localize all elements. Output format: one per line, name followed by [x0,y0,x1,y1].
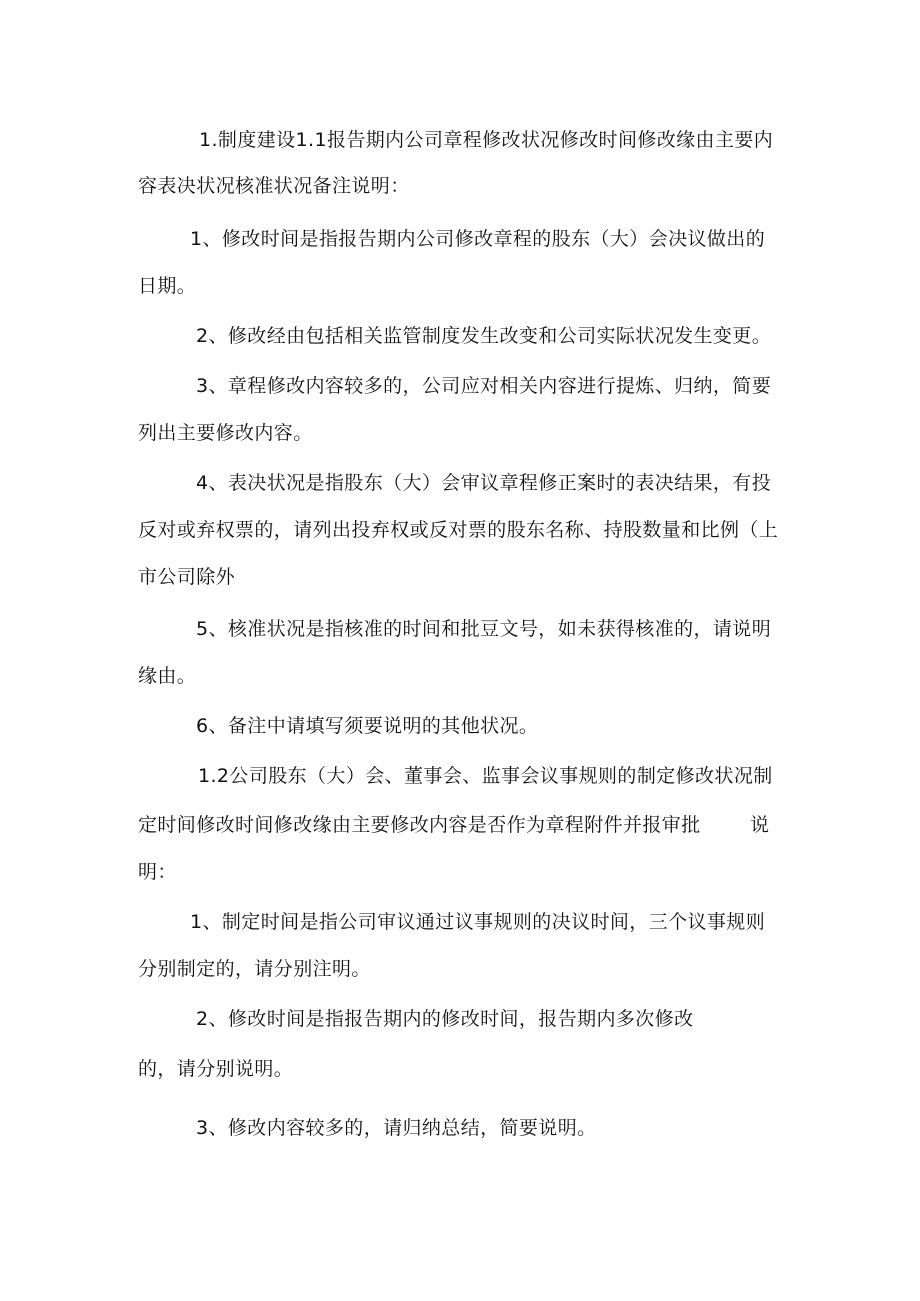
note-4-line1: 4、表决状况是指股东（大）会审议章程修正案时的表决结果，有投 [196,472,772,494]
section-1-2-heading-line1: 1.2公司股东（大）会、董事会、监事会议事规则的制定修改状况制 [198,765,773,787]
note-3-line1: 3、章程修改内容较多的，公司应对相关内容进行提炼、归纳，简要 [196,375,772,397]
note-1-line1: 1、修改时间是指报告期内公司修改章程的股东（大）会决议做出的 [190,228,766,250]
section-1-2-heading-line2-tail: 说 [750,814,770,836]
note-2-line1: 2、修改经由包括相关监管制度发生改变和公司实际状况发生变更。 [196,325,772,347]
section-1-1-heading-line1: 1.制度建设1.1报告期内公司章程修改状况修改时间修改缘由主要内 [199,129,774,151]
section-1-2-heading-line2: 定时间修改时间修改缘由主要修改内容是否作为章程附件并报审批 [138,814,701,836]
rules-note-3-line1: 3、修改内容较多的，请归纳总结，简要说明。 [196,1117,597,1139]
rules-note-2-line1: 2、修改时间是指报告期内的修改时间，报告期内多次修改 [196,1008,694,1030]
note-6-line1: 6、备注中请填写须要说明的其他状况。 [196,715,539,737]
section-1-1-heading-line2: 容表决状况核准状况备注说明： [138,175,410,197]
section-1-2-heading-line3: 明： [138,861,177,883]
note-4-line3: 市公司除外 [138,566,236,588]
note-4-line2: 反对或弃权票的，请列出投弃权或反对票的股东名称、持股数量和比例（上 [138,519,779,541]
note-5-line1: 5、核准状况是指核准的时间和批豆文号，如未获得核准的，请说明 [196,618,772,640]
note-5-line2: 缘由。 [138,665,197,687]
note-1-line2: 日期。 [138,275,197,297]
note-3-line2: 列出主要修改内容。 [138,422,313,444]
rules-note-1-line1: 1、制定时间是指公司审议通过议事规则的决议时间，三个议事规则 [190,911,766,933]
rules-note-2-line2: 的，请分别说明。 [138,1058,294,1080]
rules-note-1-line2: 分别制定的，请分别注明。 [138,958,371,980]
